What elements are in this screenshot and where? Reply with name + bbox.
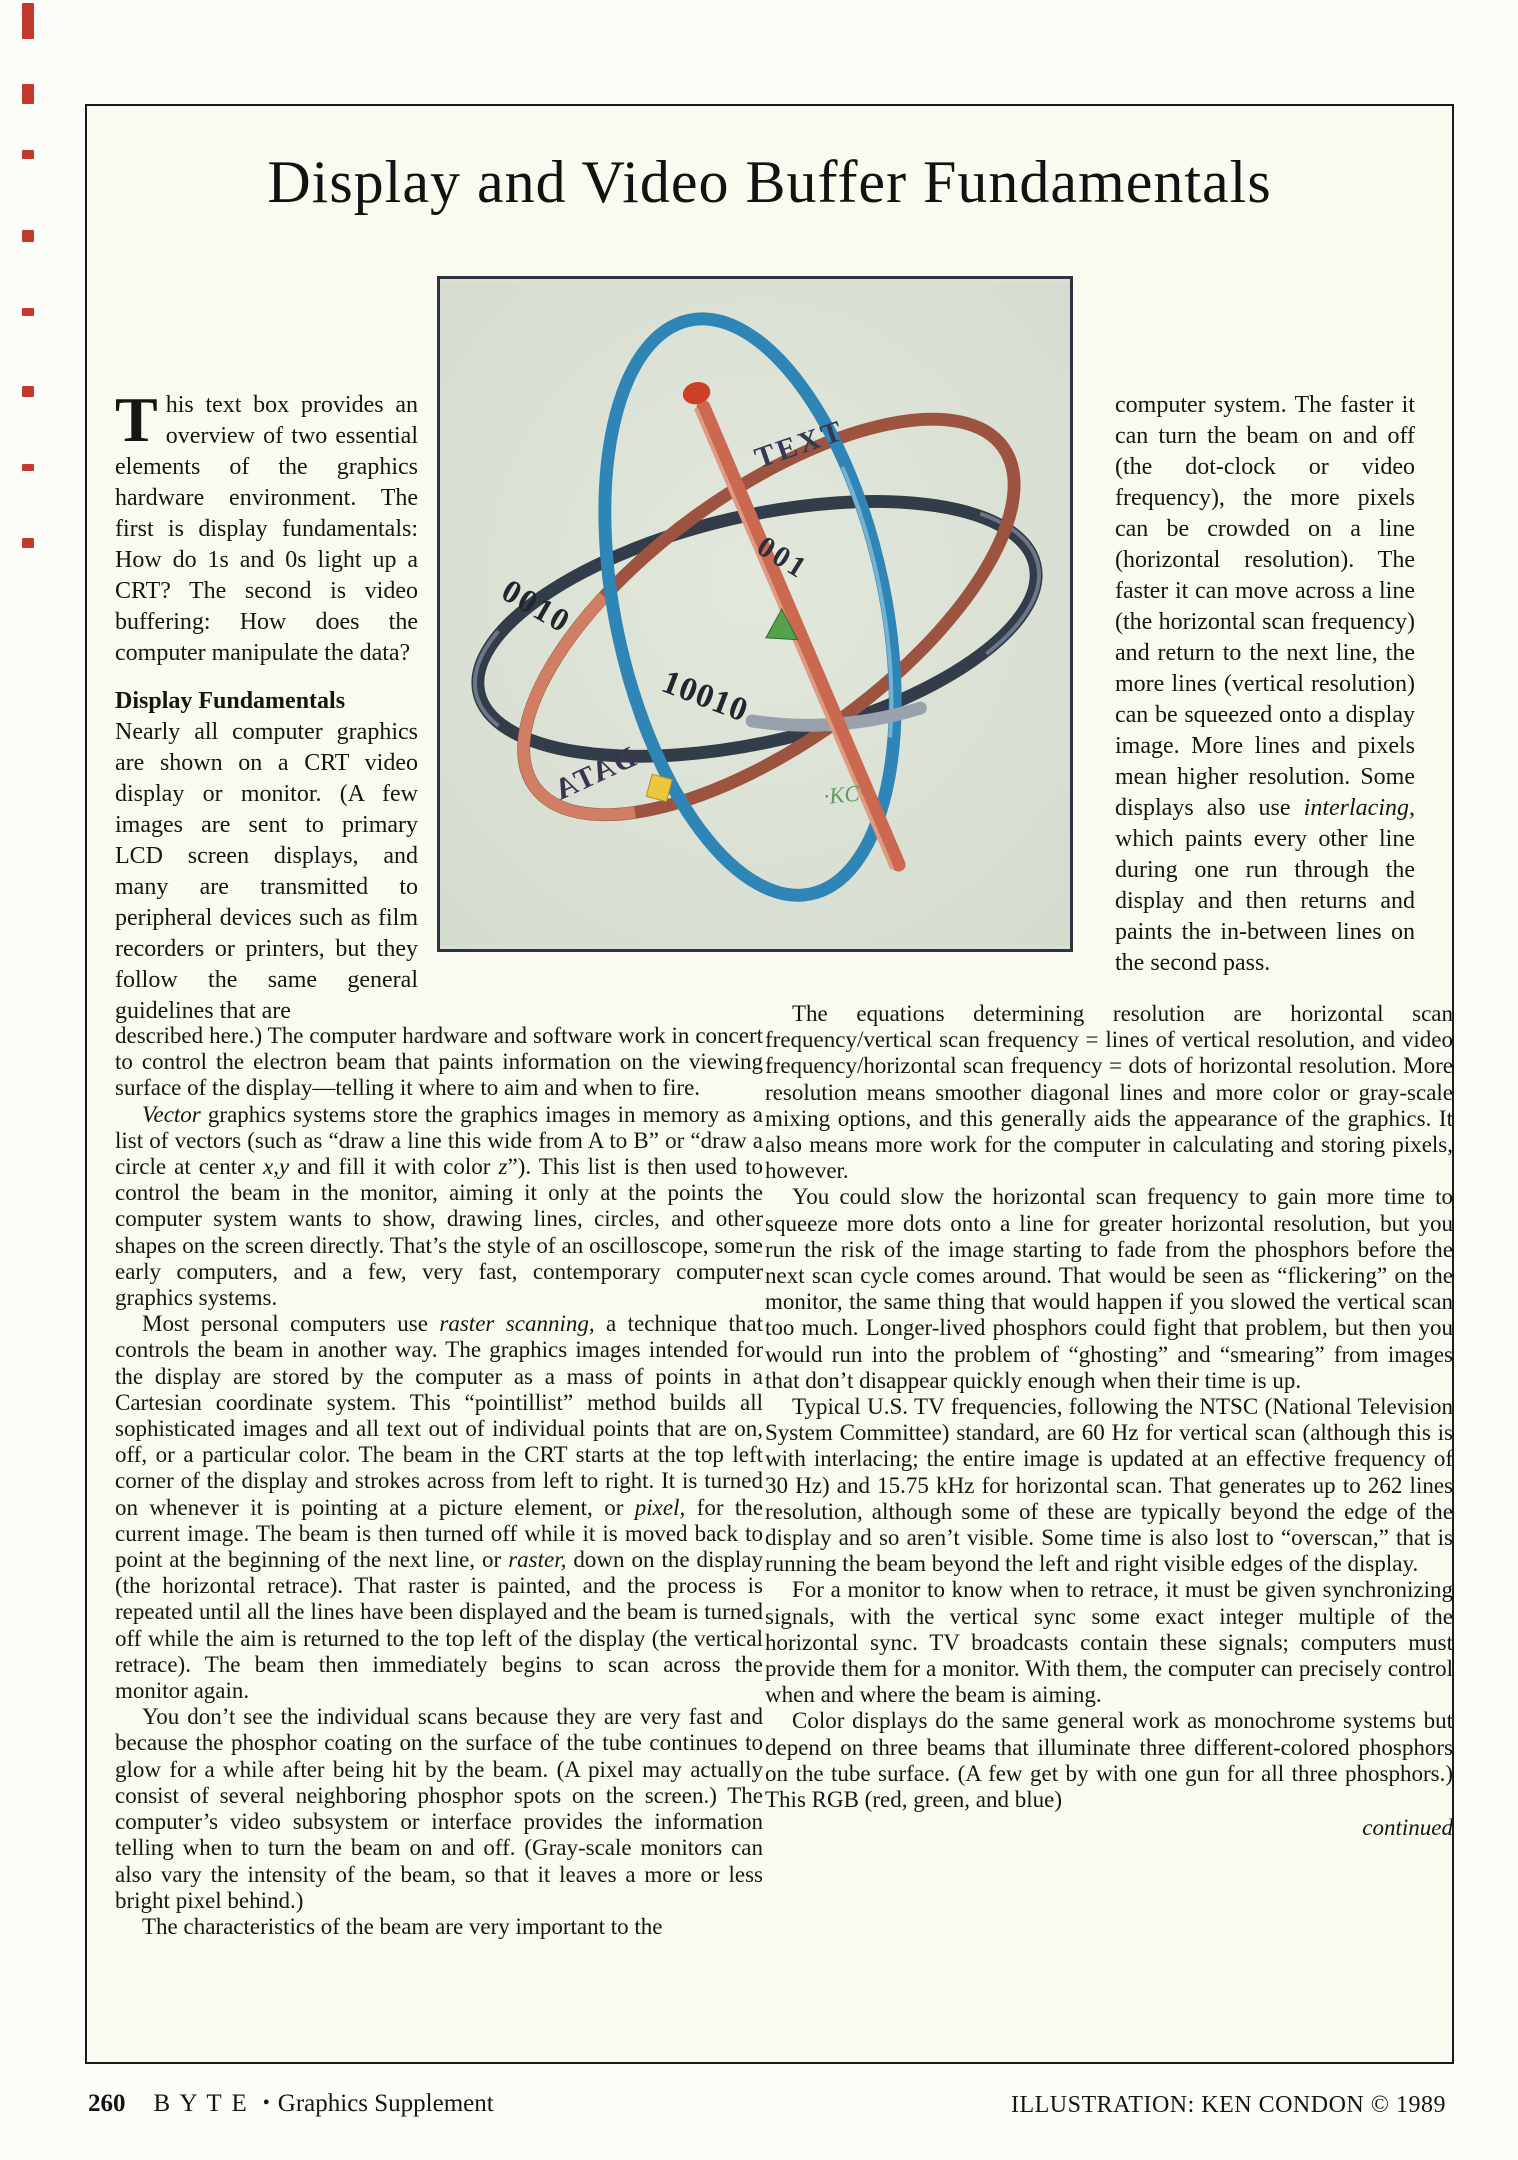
edge-mark	[22, 84, 34, 104]
right-narrow-paragraph: computer system. The faster it can turn the beam on and off (the dot-clock or video frequency), the more pixels can be crowded on a line (horizontal resolution). The faster it can move across a line (the horizontal scan frequency) and return to the next line, the more lines (vertical resolution) can be squeezed onto a display image. More lines and pixels mean higher resolution. Some displays also use interlacing, which paints every other line during one run through the display and then returns and paints the in-between lines on the second pass.	[1115, 392, 1415, 976]
footer-bullet: •	[262, 2092, 270, 2114]
body-paragraph: The equations determining resolution are horizontal scan frequency/vertical scan frequency = lines of vertical resolution, and video frequency/horizontal scan frequency = dots of horizontal resolution. More resolution means smoother diagonal lines and more color or gray-scale mixing options, and this generally aids the appearance of the graphics. It also means more work for the computer in calculating and storing pixels, however.	[765, 1001, 1453, 1184]
body-paragraph: For a monitor to know when to retrace, it must be given synchronizing signals, with the vertical sync some exact integer multiple of the horizontal sync. TV broadcasts contain these signals; computers must provide them for a monitor. With them, the computer can precisely control when and where the beam is aiming.	[765, 1577, 1453, 1708]
page-footer	[0, 2090, 1518, 2130]
artist-signature: ·KC·	[822, 779, 867, 810]
column-right-wide	[765, 1001, 1453, 1842]
body-paragraph: Vector graphics systems store the graphics images in memory as a list of vectors (such as “draw a line this wide from A to B” or “draw a circle at center x,y and fill it with color z”). This list is then used to control the beam in the monitor, aiming it only at the points the computer system wants to show, drawing lines, circles, and other shapes on the screen directly. That’s the style of an oscilloscope, some early computers, and a few, very fast, contemporary computer graphics systems.	[115, 1101, 763, 1311]
atom-illustration-canvas	[440, 279, 1070, 949]
body-paragraph: Typical U.S. TV frequencies, following the NTSC (National Television System Committee) standard, are 60 Hz for vertical scan (although this is with interlacing; the entire image is updated at an effective frequency of 30 Hz) and 15.75 kHz for horizontal scan. That generates up to 262 lines resolution, although some of these are typically beyond the edge of the display and so aren’t visible. Some time is also lost to “overscan,” that is running the beam beyond the left and right visible edges of the display.	[765, 1394, 1453, 1577]
continued-marker: continued	[1362, 1815, 1453, 1841]
body-paragraph: described here.) The computer hardware and software work in concert to control the electron beam that paints information on the viewing surface of the display—telling it where to aim and when to fire.	[115, 1023, 763, 1101]
page-number: 260	[88, 2090, 126, 2117]
body-paragraph: Color displays do the same general work as monochrome systems but depend on three beams that illuminate three different-colored phosphors on the tube surface. (A few get by with one gun for all three phosphors.) This RGB (red, green, and blue)	[765, 1708, 1453, 1813]
edge-mark	[22, 230, 34, 242]
ribbon-label-binary-bottom: 10010	[657, 663, 754, 730]
supplement-name: Graphics Supplement	[277, 2090, 494, 2117]
column-right-narrow	[1115, 390, 1415, 979]
body-paragraph: Most personal computers use raster scanning, a technique that controls the beam in another way. The graphics images intended for the display are stored by the computer as a mass of points in a Cartesian coordinate system. This “pointillist” method builds all sophisticated images and all text out of individual points that are on, off, or a particular color. The beam in the CRT starts at the top left corner of the display and strokes across from left to right. It is turned on whenever it is pointing at a picture element, or pixel, for the current image. The beam is then turned off while it is moved back to point at the beginning of the next line, or raster, down on the display (the horizontal retrace). That raster is painted, and the process is repeated until all the lines have been displayed and the beam is turned off while the aim is returned to the top left of the display (the vertical retrace). The beam then immediately begins to scan across the monitor again.	[115, 1311, 763, 1704]
magazine-name: B Y T E	[153, 2090, 249, 2117]
body-paragraph: You could slow the horizontal scan frequency to gain more time to squeeze more dots onto a line for greater horizontal resolution, but you run the risk of the image starting to fade from the phosphors before the next scan cycle comes around. That would be seen as “flickering” on the monitor, the same thing that would happen if you slowed the vertical scan too much. Longer-lived phosphors could fight that problem, but then you would run into the problem of “ghosting” and “smearing” from images that don’t disappear quickly enough when their time is up.	[765, 1184, 1453, 1393]
edge-mark	[22, 538, 34, 548]
intro-paragraph	[115, 384, 418, 669]
body-paragraph: The characteristics of the beam are very important to the	[142, 1913, 663, 1939]
footer-left	[88, 2090, 494, 2118]
edge-mark	[22, 464, 34, 471]
ribbon-label-data-mirrored: DATA	[548, 741, 642, 808]
section-heading-display-fundamentals: Display Fundamentals	[115, 688, 346, 714]
intro-text: his text box provides an overview of two essential elements of the graphics hardware environment. The first is display fundamentals: How do 1s and 0s light up a CRT? The second is video buffering: How does the computer manipulate the data?	[115, 392, 418, 666]
illustration-credit: ILLUSTRATION: KEN CONDON © 1989	[1010, 2092, 1446, 2118]
edge-mark	[22, 386, 34, 397]
edge-mark	[22, 308, 34, 316]
ribbon-label-text: TEXT	[750, 414, 849, 476]
edge-mark	[22, 3, 34, 39]
column-left-narrow	[115, 384, 418, 1027]
ribbon-label-binary-right: 001	[751, 530, 814, 586]
atom-ribbon-illustration	[437, 276, 1073, 952]
ribbon-label-binary-left: 0010	[495, 572, 577, 641]
body-paragraph: You don’t see the individual scans because they are very fast and because the phosphor coating on the surface of the tube continues to glow for a while after being hit by the beam. (A pixel may actually consist of several neighboring phosphor spots on the screen.) The computer’s video subsystem or interface provides the information telling when to turn the beam on and off. (Gray-scale monitors can also vary the intensity of the beam, so that it leaves a more or less bright pixel behind.)	[115, 1704, 763, 1913]
display-fundamentals-paragraph: Nearly all computer graphics are shown on a CRT video display or monitor. (A few images are sent to primary LCD screen displays, and many are transmitted to peripheral devices such as film recorders or printers, but they follow the same general guidelines that are	[115, 719, 418, 1024]
page-title: Display and Video Buffer Fundamentals	[267, 149, 1272, 215]
article-text-box	[85, 104, 1454, 2064]
edge-mark	[22, 150, 34, 159]
drop-cap: T	[115, 384, 158, 455]
column-left-wide	[115, 1023, 763, 1940]
